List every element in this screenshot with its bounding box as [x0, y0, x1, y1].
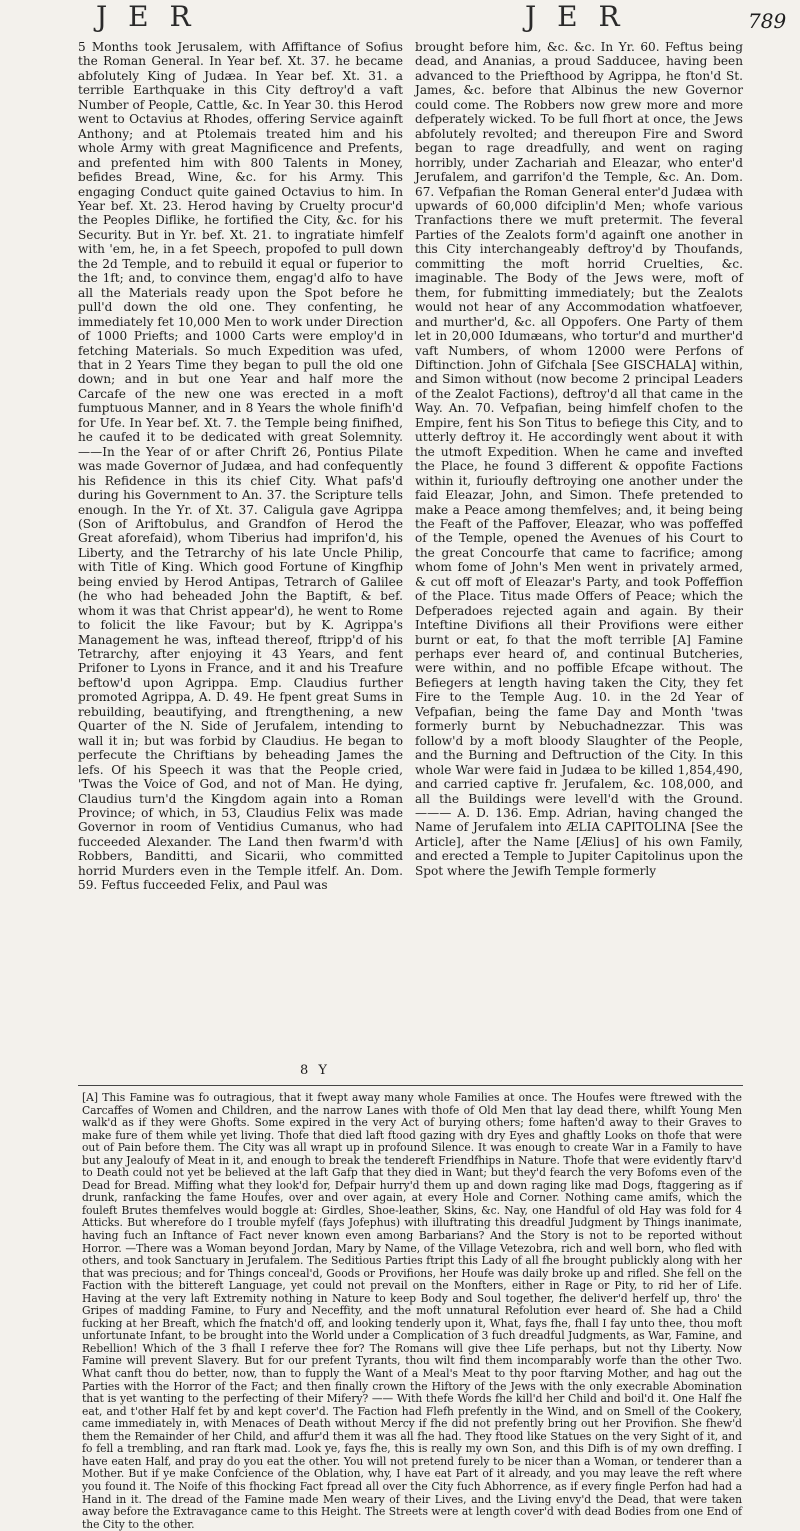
footnote-rule [78, 1085, 743, 1086]
signature-mark: 8 Y [300, 1063, 330, 1078]
text-column-right: brought before him, &c. &c. In Yr. 60. Feftus being dead, and Ananias, a proud Sadducee, having been advanced to the Priefthood by Agrippa, he fton'd St. James, &c. before that Albinus the new Governor could come. The Robbers now grew more and more defperately wicked. To be full fhort at once, the Jews abfolutely revolted; and thereupon Fire and Sword began to rage dreadfully, and went on raging horribly, under Zachariah and Eleazar, who enter'd Jerufalem, and garrifon'd the Temple, &c. An. Dom. 67. Vefpafian the Roman General enter'd Judæa with upwards of 60,000 difciplin'd Men; whofe various Tranfactions there we muft pretermit. The feveral Parties of the Zealots form'd againft one another in this City interchangeably deftroy'd by Thoufands, committing the moft horrid Cruelties, &c. imaginable. The Body of the Jews were, moft of them, for fubmitting immediately; but the Zealots would not hear of any Accommodation whatfoever, and murther'd, &c. all Oppofers. One Party of them let in 20,000 Idumæans, who tortur'd and murther'd vaft Numbers, of whom 12000 were Perfons of Diftinction. John of Gifchala [See GISCHALA] within, and Simon without (now become 2 principal Leaders of the Zealot Factions), deftroy'd all that came in the Way. An. 70. Vefpafian, being himfelf chofen to the Empire, fent his Son Titus to befiege this City, and to utterly deftroy it. He accordingly went about it with the utmoft Expedition. When he came and invefted the Place, he found 3 different & oppofite Factions within it, furioufly deftroying one another under the faid Eleazar, John, and Simon. Thefe pretended to make a Peace among themfelves; and, it being being the Feaft of the Paffover, Eleazar, who was poffeffed of the Temple, opened the Avenues of his Court to the great Concourfe that came to facrifice; among whom fome of John's Men went in privately armed, & cut off moft of Eleazar's Party, and took Poffeffion of the Place. Titus made Offers of Peace; which the Defperadoes rejected again and again. By their Inteftine Divifions all their Provifions were either burnt or eat, fo that the moft terrible [A] Famine perhaps ever heard of, and continual Butcheries, were within, and no poffible Efcape without. The Befiegers at length having taken the City, they fet Fire to the Temple Aug. 10. in the 2d Year of Vefpafian, being the fame Day and Month 'twas formerly burnt by Nebuchadnezzar. This was follow'd by a moft bloody Slaughter of the People, and the Burning and Deftruction of the City. In this whole War were faid in Judæa to be killed 1,854,490, and carried captive fr. Jerufalem, &c. 108,000, and all the Buildings were levell'd with the Ground. ——— A. D. 136. Emp. Adrian, having changed the Name of Jerufalem into ÆLIA CAPITOLINA [See the Article], after the Name [Ælius] of his own Family, and erected a Temple to Jupiter Capitolinus upon the Spot where the Jewifh Temple formerly [415, 40, 743, 878]
running-head-left: J E R [96, 0, 197, 33]
text-column-left: 5 Months took Jerusalem, with Affiftance of Sofius the Roman General. In Year bef. Xt. 37. he became abfolutely King of Judæa. In Year bef. Xt. 31. a terrible Earthquake in this City deftroy'd a vaft Number of People, Cattle, &c. In Year 30. this Herod went to Octavius at Rhodes, offering Service againft Anthony; and at Ptolemais treated him and his whole Army with great Magnificence and Prefents, and prefented him with 800 Talents in Money, befides Bread, Wine, &c. for his Army. This engaging Conduct quite gained Octavius to him. In Year bef. Xt. 23. Herod having by Cruelty procur'd the Peoples Diflike, he fortified the City, &c. for his Security. But in Yr. bef. Xt. 21. to ingratiate himfelf with 'em, he, in a fet Speech, propofed to pull down the 2d Temple, and to rebuild it equal or fuperior to the 1ft; and, to convince them, engag'd alfo to have all the Materials ready upon the Spot before he pull'd down the old one. They confenting, he immediately fet 10,000 Men to work under Direction of 1000 Priefts; and 1000 Carts were employ'd in fetching Materials. So much Expedition was ufed, that in 2 Years Time they began to pull the old one down; and in but one Year and half more the Carcafe of the new one was erected in a moft fumptuous Manner, and in 8 Years the whole finifh'd for Ufe. In Year bef. Xt. 7. the Temple being finifhed, he caufed it to be dedicated with great Solemnity.——In the Year of or after Chrift 26, Pontius Pilate was made Governor of Judæa, and had confequently his Refidence in this its chief City. What pafs'd during his Government to An. 37. the Scripture tells enough. In the Yr. of Xt. 37. Caligula gave Agrippa (Son of Ariftobulus, and Grandfon of Herod the Great aforefaid), whom Tiberius had imprifon'd, his Liberty, and the Tetrarchy of his late Uncle Philip, with Title of King. Which good Fortune of Kingfhip being envied by Herod Antipas, Tetrarch of Galilee (he who had beheaded John the Baptift, & bef. whom it was that Christ appear'd), he went to Rome to folicit the like Favour; but by K. Agrippa's Management he was, inftead thereof, ftripp'd of his Tetrarchy, after enjoying it 43 Years, and fent Prifoner to Lyons in France, and it and his Treafure beftow'd upon Agrippa. Emp. Claudius further promoted Agrippa, A. D. 49. He fpent great Sums in rebuilding, beautifying, and ftrengthening, a new Quarter of the N. Side of Jerufalem, intending to wall it in; but was forbid by Claudius. He began to perfecute the Chriftians by beheading James the lefs. Of his Speech it was that the People cried, 'Twas the Voice of God, and not of Man. He dying, Claudius turn'd the Kingdom again into a Roman Province; of which, in 53, Claudius Felix was made Governor in room of Ventidius Cumanus, who had fucceeded Alexander. The Land then fwarm'd with Robbers, Banditti, and Sicarii, who committed horrid Murders even in the Temple itfelf. An. Dom. 59. Feftus fucceeded Felix, and Paul was [78, 40, 403, 893]
footnote: [A] This Famine was fo outragious, that it fwept away many whole Families at once. The Houfes were ftrewed with the Carcaffes of Women and Children, and the narrow Lanes with thofe of Old Men that lay dead there, whilft Young Men walk'd as if they were Ghofts. Some expired in the very Act of burying others; fome haften'd away to their Graves to make fure of them while yet living. Thofe that died laft ftood gazing with dry Eyes and ghaftly Looks on thofe that were out of Pain before them. The City was all wrapt up in profound Silence. It was enough to create War in a Family to have but any Jealoufy of Meat in it, and enough to break the tendereft Friendfhips in Nature. Thofe that were evidently ftarv'd to Death could not yet be believed at the laft Gafp that they died in Want; but they'd fearch the very Bofoms even of the Dead for Bread. Miffing what they look'd for, Defpair hurry'd them up and down raging like mad Dogs, ftaggering as if drunk, ranfacking the fame Houfes, over and over again, at every Hole and Corner. Nothing came amifs, which the fouleft Brutes themfelves would boggle at: Girdles, Shoe-leather, Skins, &c. Nay, one Handful of old Hay was fold for 4 Atticks. But wherefore do I trouble myfelf (fays Jofephus) with illuftrating this dreadful Judgment by Things inanimate, having fuch an Inftance of Fact never known even among Barbarians? And the Story is not to be reported without Horror. —There was a Woman beyond Jordan, Mary by Name, of the Village Vetezobra, rich and well born, who fled with others, and took Sanctuary in Jerufalem. The Seditious Parties ftript this Lady of all fhe brought publickly along with her that was precious; and for Things conceal'd, Goods or Provifions, her Houfe was daily broke up and rifled. She fell on the Faction with the bittereft Language, yet could not prevail on the Monfters, either in Rage or Pity, to rid her of Life. Having at the very laft Extremity nothing in Nature to keep Body and Soul together, fhe deliver'd herfelf up, thro' the Gripes of madding Famine, to Fury and Neceffity, and the moft unnatural Refolution ever heard of. She had a Child fucking at her Breaft, which fhe fnatch'd off, and looking tenderly upon it, What, fays fhe, fhall I fay unto thee, thou moft unfortunate Infant, to be brought into the World under a Complication of 3 fuch dreadful Judgments, as War, Famine, and Rebellion! Which of the 3 fhall I referve thee for? The Romans will give thee Life perhaps, but not thy Liberty. Now Famine will prevent Slavery. But for our prefent Tyrants, thou wilt find them incomparably worfe than the other Two. What canft thou do better, now, than to fupply the Want of a Meal's Meat to thy poor ftarving Mother, and hag out the Parties with the Horror of the Fact; and then finally crown the Hiftory of the Jews with the only execrable Abomination that is yet wanting to the perfecting of their Mifery? —— With thefe Words fhe kill'd her Child and boil'd it. One Half fhe eat, and t'other Half fet by and kept cover'd. The Faction had Flefh prefently in the Wind, and on Smell of the Cookery, came immediately in, with Menaces of Death without Mercy if fhe did not prefently bring out her Provifion. She fhew'd them the Remainder of her Child, and affur'd them it was all fhe had. They ftood like Statues on the very Sight of it, and fo fell a trembling, and ran ftark mad. Look ye, fays fhe, this is really my own Son, and this Difh is of my own dreffing. I have eaten Half, and pray do you eat the other. You will not pretend furely to be nicer than a Woman, or tenderer than a Mother. But if ye make Confcience of the Oblation, why, I have eat Part of it already, and you may leave the reft where you found it. The Noife of this fhocking Fact fpread all over the City fuch Abhorrence, as if every fingle Perfon had had a Hand in it. The dread of the Famine made Men weary of their Lives, and the Living envy'd the Dead, that were taken away before the Extravagance came to this Height. The Streets were at length cover'd with dead Bodies from one End of the City to the other. [82, 1091, 742, 1531]
running-head-right: J E R [525, 0, 626, 33]
page-number: 789 [748, 9, 787, 33]
